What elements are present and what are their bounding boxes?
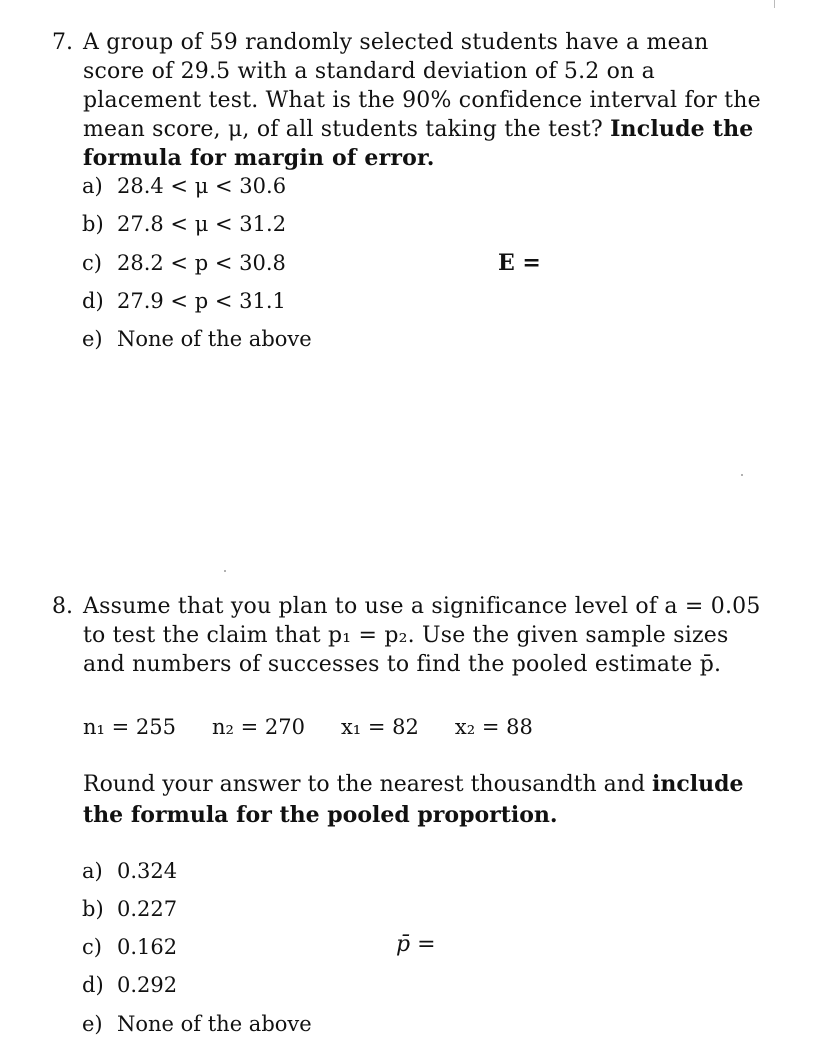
choice-item — [82, 897, 177, 921]
given-n2: n₂ = 270 — [211, 715, 305, 739]
question-7 — [52, 28, 772, 351]
choice-text: None of the above — [117, 327, 312, 351]
choice-text: 0.324 — [117, 859, 178, 883]
choice-text: 28.4 < μ < 30.6 — [117, 174, 287, 198]
choice-item — [82, 251, 286, 275]
question-8-text: Assume that you plan to use a significance level of a = 0.05 to test the claim that p₁ = p₂. Use the given sample sizes and numbers of successes to find the pooled estimate p̄. — [83, 594, 761, 677]
choice-item — [82, 289, 286, 313]
choice-item — [82, 859, 177, 883]
question-7-instruction: Include the formula for margin of error. — [83, 116, 754, 171]
instruction-bold: include the formula for the pooled proportion. — [83, 771, 744, 828]
given-x1: x₁ = 82 — [340, 715, 419, 739]
choice-label: a) — [82, 859, 103, 883]
choice-item — [82, 935, 177, 959]
instruction-plain: Round your answer to the nearest thousandth and — [83, 772, 646, 797]
choice-label: b) — [82, 212, 104, 236]
question-8-number: 8. — [52, 594, 73, 619]
question-8-givens — [83, 715, 569, 739]
question-7-prompt: A group of 59 randomly selected students have a mean score of 29.5 with a standard deviation of 5.2 on a placement test. What is the 90% confidence interval for the mean score, μ, of all students taking the test? — [83, 30, 761, 142]
choice-text: 0.292 — [117, 973, 178, 997]
question-7-text — [83, 28, 772, 173]
choice-text: None of the above — [117, 1012, 312, 1036]
choice-text: 27.9 < p < 31.1 — [117, 289, 286, 313]
question-7-number: 7. — [52, 30, 73, 55]
choice-item — [82, 212, 286, 236]
given-x2: x₂ = 88 — [454, 715, 533, 739]
choice-item — [82, 1012, 312, 1036]
choice-label: d) — [82, 973, 104, 997]
choice-item — [82, 174, 286, 198]
question-8-instruction — [83, 769, 773, 831]
choice-label: c) — [82, 935, 102, 959]
choice-text: 28.2 < p < 30.8 — [117, 251, 286, 275]
choice-label: b) — [82, 897, 104, 921]
margin-of-error-label: E = — [498, 250, 541, 276]
choice-item — [82, 327, 312, 351]
choice-text: 0.227 — [117, 897, 178, 921]
choice-item — [82, 973, 177, 997]
pooled-estimate-label: p̄ = — [396, 932, 436, 957]
choice-label: d) — [82, 289, 104, 313]
scan-dot-mid-left — [224, 570, 226, 572]
choice-label: c) — [82, 251, 102, 275]
question-8 — [52, 592, 772, 1036]
choice-text: 27.8 < μ < 31.2 — [117, 212, 287, 236]
choice-label: e) — [82, 327, 103, 351]
given-n1: n₁ = 255 — [83, 715, 176, 739]
choice-label: a) — [82, 174, 103, 198]
choice-text: 0.162 — [117, 935, 178, 959]
scan-dot-mid-right — [741, 474, 743, 476]
scan-mark-top-right — [774, 0, 775, 8]
choice-label: e) — [82, 1012, 103, 1036]
